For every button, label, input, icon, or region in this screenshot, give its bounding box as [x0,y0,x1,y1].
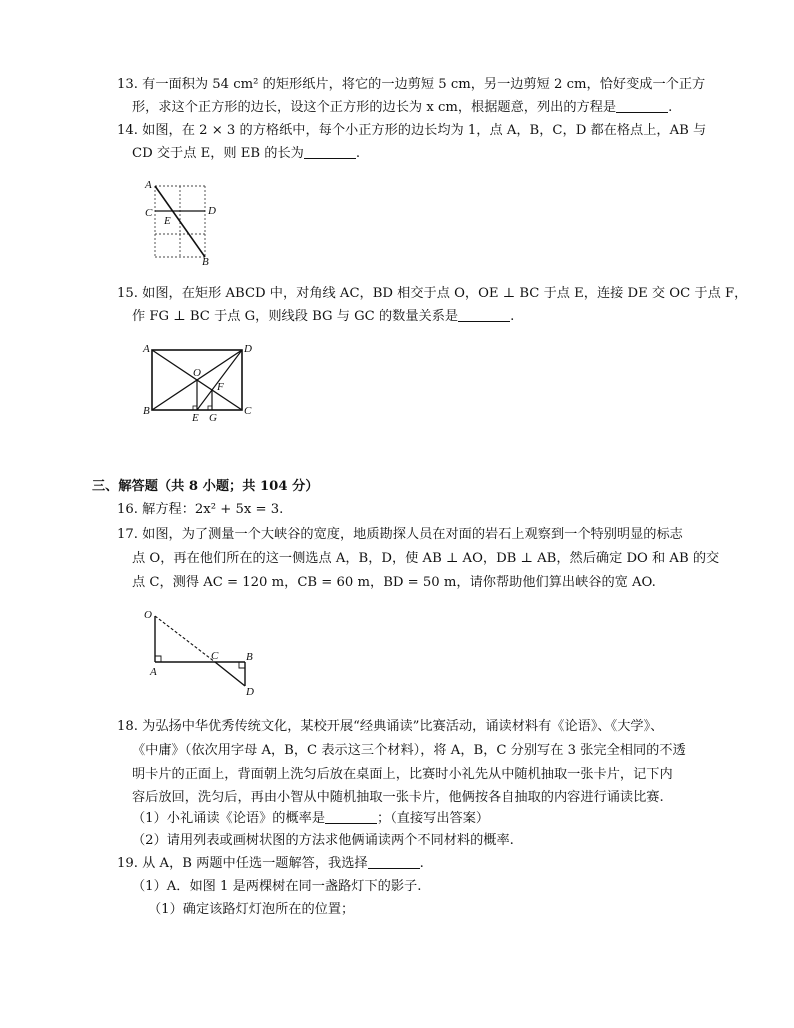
q14-line2 [132,145,360,163]
q19-line1 [117,855,424,873]
q13-line2-text: 形，求这个正方形的边长，设这个正方形的边长为 x cm，根据题意，列出的方程是 [132,100,617,115]
q13-line2 [132,99,672,117]
point-label-c: C [244,405,252,417]
point-label-e: E [192,412,199,424]
q15-line2 [132,308,514,326]
point-label-b: B [143,405,150,417]
point-label-d: D [208,205,216,217]
point-label-o: O [144,609,152,621]
q17-canyon-figure [140,604,260,699]
point-label-o: O [193,367,201,379]
point-label-c: C [211,650,219,662]
q14-line2-text: CD 交于点 E，则 EB 的长为 [132,146,304,161]
q13-line1: 13. 有一面积为 54 cm² 的矩形纸片，将它的一边剪短 5 cm，另一边剪短 2 cm，恰好变成一个正方 [117,77,706,92]
q15-rectangle-figure [140,340,260,425]
section-heading: 三、解答题（共 8 小题；共 104 分） [92,479,319,494]
q17-line3: 点 C，测得 AC = 120 m，CB = 60 m，BD = 50 m，请你帮助他们算出峡谷的宽 AO. [132,575,656,590]
answer-blank [368,855,420,869]
q17-line1: 17. 如图，为了测量一个大峡谷的宽度，地质勘探人员在对面的岩石上观察到一个特别明显的标志 [117,527,683,542]
q18-sub1 [132,810,489,828]
q14-grid-figure [140,176,220,266]
answer-blank [325,810,377,824]
q18-sub1-note: ；（直接写出答案） [377,811,490,826]
point-label-d: D [246,686,254,698]
point-label-g: G [209,412,217,424]
q19-line3: （1）确定该路灯灯泡所在的位置； [148,902,355,917]
point-label-a: A [150,666,157,678]
point-label-f: F [217,381,224,393]
q19-line1-text: 19. 从 A，B 两题中任选一题解答，我选择 [117,856,368,871]
q13-period: . [668,100,673,115]
answer-blank [458,308,510,322]
answer-blank [304,145,356,159]
point-label-e: E [164,215,171,227]
point-label-d: D [244,343,252,355]
q14-line1: 14. 如图，在 2 × 3 的方格纸中，每个小正方形的边长均为 1，点 A，B，C，D 都在格点上，AB 与 [117,123,707,138]
q18-sub1-text: （1）小礼诵读《论语》的概率是 [132,811,326,826]
q19-line2: （1）A．如图 1 是两棵树在同一盏路灯下的影子. [132,879,422,894]
q18-line1: 18. 为弘扬中华优秀传统文化，某校开展“经典诵读”比赛活动，诵读材料有《论语》、《大学》、 [117,719,664,734]
q19-period: . [419,856,424,871]
q15-period: . [510,309,515,324]
point-label-a: A [145,179,152,191]
q18-line2: 《中庸》（依次用字母 A，B，C 表示这三个材料），将 A，B，C 分别写在 3 张完全相同的不透 [132,743,686,758]
q18-line4: 容后放回，洗匀后，再由小智从中随机抽取一张卡片，他俩按各自抽取的内容进行诵读比赛. [132,790,664,805]
q18-sub2: （2）请用列表或画树状图的方法求他俩诵读两个不同材料的概率. [132,833,514,848]
q15-line2-text: 作 FG ⊥ BC 于点 G，则线段 BG 与 GC 的数量关系是 [132,309,459,324]
q14-period: . [355,146,361,161]
q17-line2: 点 O，再在他们所在的这一侧选点 A，B，D，使 AB ⊥ AO，DB ⊥ AB，然后确定 DO 和 AB 的交 [132,551,720,566]
q18-line3: 明卡片的正面上，背面朝上洗匀后放在桌面上，比赛时小礼先从中随机抽取一张卡片，记下内 [132,767,673,782]
point-label-c: C [145,207,153,219]
q16-text: 16. 解方程：2x² + 5x = 3. [117,502,284,517]
point-label-a: A [143,343,150,355]
point-label-b: B [202,256,209,266]
q15-line1: 15. 如图，在矩形 ABCD 中，对角线 AC，BD 相交于点 O，OE ⊥ BC 于点 E，连接 DE 交 OC 于点 F， [117,286,748,301]
answer-blank [616,99,668,113]
point-label-b: B [246,651,253,663]
